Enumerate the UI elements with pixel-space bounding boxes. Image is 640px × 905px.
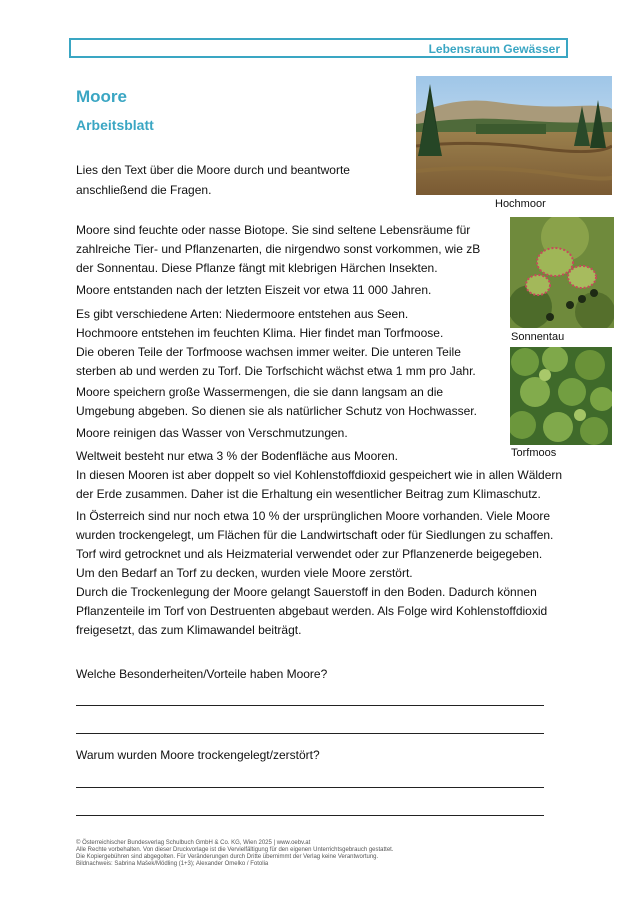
text-line: der Erde zusammen. Daher ist die Erhaltung ein wesentlicher Beitrag zum Klimaschutz.: [76, 487, 541, 501]
text-line: Um den Bedarf an Torf zu decken, wurden viele Moore zerstört.: [76, 566, 413, 580]
intro-line: Lies den Text über die Moore durch und beantworte: [76, 163, 350, 177]
question-2: Warum wurden Moore trockengelegt/zerstört?: [76, 748, 320, 762]
answer-line[interactable]: [76, 815, 544, 816]
text-line: Hochmoore entstehen im feuchten Klima. Hier findet man Torfmoose.: [76, 326, 444, 340]
text-line: Pflanzenteile im Torf von Destruenten abgebaut werden. Als Folge wird Kohlenstoffdioxid: [76, 604, 548, 618]
footer-line: © Österreichischer Bundesverlag Schulbuch GmbH & Co. KG, Wien 2025 | www.oebv.at: [76, 840, 311, 846]
paragraph-klima: [76, 447, 562, 504]
text-line: Durch die Trockenlegung der Moore gelangt Sauerstoff in den Boden. Dadurch können: [76, 585, 537, 599]
page-title: Moore: [76, 87, 127, 106]
intro-line: anschließend die Fragen.: [76, 183, 212, 197]
text-line: Moore speichern große Wassermengen, die sie dann langsam an die: [76, 385, 444, 399]
torfmoos-photo: [510, 347, 612, 445]
text-line: Moore sind feuchte oder nasse Biotope. Sie sind seltene Lebensräume für: [76, 223, 471, 237]
text-line: Weltweit besteht nur etwa 3 % der Bodenfläche aus Mooren.: [76, 449, 398, 463]
text-line: Moore reinigen das Wasser von Verschmutzungen.: [76, 426, 348, 440]
paragraph-reinigen: [76, 424, 348, 443]
hochmoor-caption: Hochmoor: [495, 198, 546, 210]
footer-line: Bildnachweis: Sabrina Mašek/Mödling (1+3); Alexander Omelko / Fotolia: [76, 861, 269, 867]
header-label: Lebensraum Gewässer: [428, 42, 560, 56]
page-subtitle: Arbeitsblatt: [76, 117, 154, 133]
text-line: In Österreich sind nur noch etwa 10 % der ursprünglichen Moore vorhanden. Viele Moore: [76, 509, 551, 523]
text-line: Die oberen Teile der Torfmoose wachsen immer weiter. Die unteren Teile: [76, 345, 461, 359]
text-line: Es gibt verschiedene Arten: Niedermoore entstehen aus Seen.: [76, 307, 409, 321]
text-line: Umgebung abgeben. So dienen sie als natürlicher Schutz von Hochwasser.: [76, 404, 477, 418]
footer-credits: [76, 840, 394, 868]
hochmoor-photo: [416, 76, 612, 195]
footer-line: Alle Rechte vorbehalten. Von dieser Druckvorlage ist die Vervielfältigung für den eigenen Unterrichtsgebrauch gestattet.: [76, 847, 394, 853]
text-line: der Sonnentau. Diese Pflanze fängt mit klebrigen Härchen Insekten.: [76, 261, 438, 275]
header-bar: [69, 38, 568, 58]
paragraph-eiszeit: [76, 281, 431, 300]
text-line: zahlreiche Tier- und Pflanzenarten, die nirgendwo sonst vorkommen, wie zB: [76, 242, 481, 256]
question-1: Welche Besonderheiten/Vorteile haben Moore?: [76, 667, 328, 681]
text-line: Moore entstanden nach der letzten Eiszeit vor etwa 11 000 Jahren.: [76, 283, 432, 297]
text-line: In diesen Mooren ist aber doppelt so viel Kohlenstoffdioxid gespeichert wie in allen Wäldern: [76, 468, 563, 482]
text-line: sterben ab und werden zu Torf. Die Torfschicht wächst etwa 1 mm pro Jahr.: [76, 364, 476, 378]
paragraph-oesterreich: [76, 507, 553, 640]
footer-line: Die Kopiergebühren sind abgegolten. Für Veränderungen durch Dritte übernimmt der Verlag keine Verantwortung.: [76, 854, 379, 860]
paragraph-arten: [76, 305, 476, 381]
answer-line[interactable]: [76, 787, 544, 788]
answer-line[interactable]: [76, 705, 544, 706]
text-line: Torf wird getrocknet und als Heizmaterial verwendet oder zur Pflanzenerde beigegeben.: [76, 547, 543, 561]
answer-line[interactable]: [76, 733, 544, 734]
torfmoos-caption: Torfmoos: [511, 447, 557, 459]
text-line: wurden trockengelegt, um Flächen für die Landwirtschaft oder für Siedlungen zu schaffen.: [76, 528, 554, 542]
paragraph-biotope: [76, 221, 480, 278]
intro-text: [76, 160, 376, 200]
text-line: freigesetzt, das zum Klimawandel beiträgt.: [76, 623, 302, 637]
sonnentau-photo: [510, 217, 614, 328]
paragraph-wasser: [76, 383, 477, 421]
sonnentau-caption: Sonnentau: [511, 331, 565, 343]
